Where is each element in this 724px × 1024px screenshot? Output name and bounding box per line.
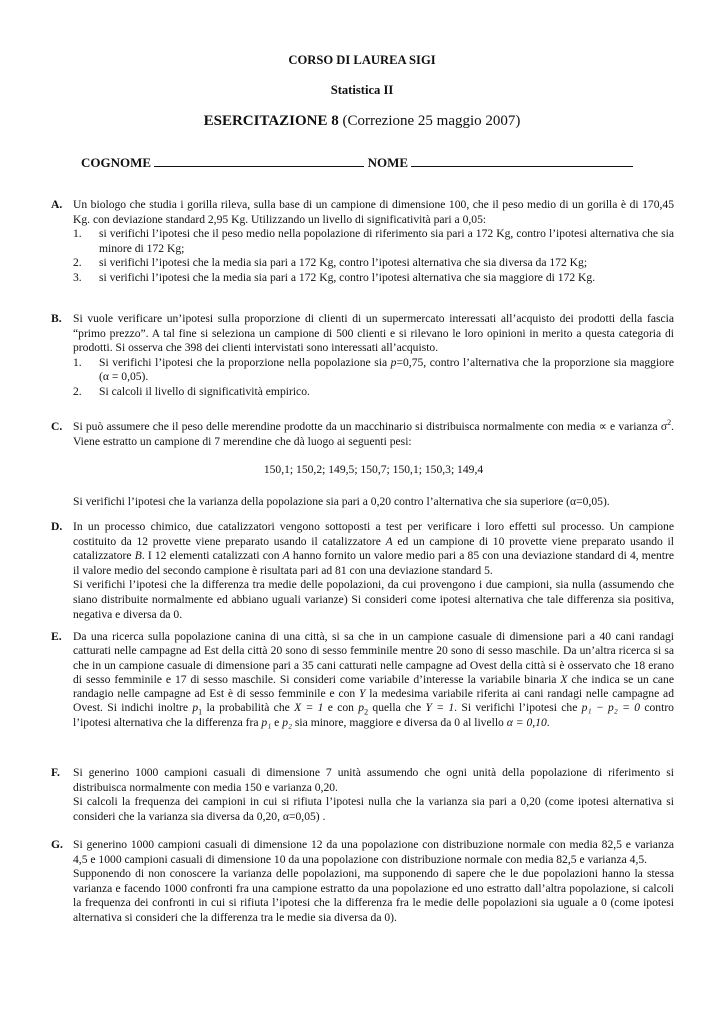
question-list (73, 227, 674, 285)
item-number: 2. (73, 384, 82, 398)
text-segment: . Viene estratto un campione di 7 merendine che dà luogo ai seguenti pesi: (73, 420, 674, 448)
text-segment: sia minore, maggiore e diversa da 0 al livello (292, 715, 507, 729)
exercise-title (0, 114, 724, 129)
surname-label: COGNOME (81, 155, 152, 170)
list-item (73, 356, 674, 385)
text-segment: hanno fornito un valore medio pari a 85 con una deviazione standard di 4, mentre il valore medio del secondo campione è risultata pari ad 81 con una deviazione standard 5. (73, 549, 674, 577)
text-segment: quella che (368, 701, 426, 715)
exercise-letter: G. (51, 838, 63, 851)
text-segment: contro l’ipotesi alternativa che la differenza fra (73, 701, 674, 729)
equation-x: X = 1 (294, 701, 324, 715)
variable-p2: p (358, 701, 365, 715)
exercise-letter: C. (51, 420, 63, 433)
surname-field[interactable] (154, 154, 364, 167)
exercise-text: Si generino 1000 campioni casuali di dimensione 7 unità assumendo che ogni unità della popolazione di riferimento si distribuisca normalmente con media 150 e varianza 0,20. (73, 766, 674, 794)
exercise-c (51, 420, 674, 509)
exercise-letter: F. (51, 766, 60, 779)
exercise-g (51, 838, 674, 926)
text-segment: e (271, 715, 283, 729)
text-segment: e varianza σ (606, 420, 668, 433)
text-segment: . (546, 715, 550, 729)
item-number: 1. (73, 355, 82, 369)
exercise-e (51, 630, 674, 730)
exercise-letter: A. (51, 198, 63, 211)
exercise-text: Si generino 1000 campioni casuali di dimensione 12 da una popolazione con distribuzione normale con media 82,5 e varianza 4,5 e 1000 campioni casuali di dimensione 10 da una popolazione con distribuzione normale con media 82,5 e varianza 4,5. (73, 838, 674, 866)
equation-y: Y = 1 (425, 701, 455, 715)
superscript: 2 (667, 418, 672, 428)
question-text: Si calcoli la frequenza dei campioni in cui si rifiuta l’ipotesi nulla che la varianza sia pari a 0,20 (come ipotesi alternativa si consideri che la varianza sia diversa da 0,20, α=0,05) . (73, 795, 674, 823)
variable-y: Y (359, 687, 366, 701)
item-text: =0,75, contro l’alternativa che la proporzione sia maggiore (α = 0,05). (99, 355, 674, 384)
list-item (73, 271, 674, 286)
exercise-d (51, 520, 674, 622)
item-text: si verifichi l’ipotesi che la media sia pari a 172 Kg, contro l’ipotesi alternativa che sia diversa da 172 Kg; (99, 256, 588, 270)
course-title: CORSO DI LAUREA SIGI (288, 53, 436, 67)
null-hypothesis: p₁ − p₂ = 0 (581, 701, 641, 715)
exercise-b (51, 312, 674, 400)
variable-p1: p₁ (261, 715, 272, 729)
exercise-a (51, 198, 674, 286)
exercise-f (51, 766, 674, 824)
exercise-letter: D. (51, 520, 63, 533)
text-segment: la medesima variabile riferita ai cani randagi nelle campagne ad Ovest. Si indichi inoltre (73, 687, 675, 715)
question-text: Si verifichi l’ipotesi che la differenza tra medie delle popolazioni, da cui provengono i due campioni, sia nulla (assumendo che siano distribuite normalmente ed abbiano uguali varianze) Si consideri come ipotesi alternativa che tale differenza sia positiva, negativa e diversa da 0. (73, 578, 674, 621)
variable-a: A (385, 534, 393, 548)
item-text: si verifichi l’ipotesi che il peso medio nella popolazione di riferimento sia pari a 172 Kg, contro l’ipotesi alternativa che sia minore di 172 Kg; (99, 227, 674, 255)
exercise-text (73, 420, 674, 449)
mean-symbol: ∝ (598, 420, 607, 433)
variable-p2: p₂ (282, 715, 293, 729)
text-segment: Da una ricerca sulla popolazione canina di una città, si sa che in un campione casuale di dimensione pari a 40 cani randagi catturati nelle campagne ad Est della città 20 sono di sesso femminile mentre 20 sono di sesso maschile. Da un’altra ricerca si sa che in un campione casuale di dimensione pari a 35 cani catturati nelle campagne ad Ovest della città si è osservato che 18 erano di sesso femminile e 17 di sesso maschile. Si consideri come variabile d’interesse la variabile binaria (73, 630, 674, 686)
variable-a: A (282, 549, 290, 563)
question-list (73, 356, 674, 400)
weights-list: 150,1; 150,2; 149,5; 150,7; 150,1; 150,3; 149,4 (263, 463, 484, 477)
text-segment: Si può assumere che il peso delle merendine prodotte da un macchinario si distribuisca normalmente con media (73, 420, 599, 433)
exercise-number: ESERCITAZIONE 8 (203, 113, 339, 129)
question-text: Supponendo di non conoscere la varianza delle popolazioni, ma supponendo di sapere che le due popolazioni hanno la stessa varianza e facendo 1000 confronti fra una campione estratto da una popolazione ed uno estratto dall’altra popolazione, si calcoli la frequenza dei confronti in cui si rifiuta l’ipotesi che la differenza fra le medie delle popolazioni sia uguale a 0 (come ipotesi alternativa si consideri che la differenza tra le medie sia diversa da 0). (73, 867, 674, 924)
text-segment: In un processo chimico, due catalizzatori vengono sottoposti a test per verificare i loro effetti sul processo. Un campione costituito da 12 provette viene preparato usando il catalizzatore (73, 520, 674, 548)
list-item (73, 256, 674, 271)
variable-p1: p (192, 701, 199, 715)
variable-x: X (560, 672, 568, 686)
exercise-text (73, 520, 674, 578)
text-segment: . I 12 elementi catalizzati con (141, 549, 283, 563)
text-segment: che indica se un cane randagio nelle campagne ad Est è di sesso femminile e con (73, 672, 674, 701)
variable-b: B (134, 549, 142, 563)
subject-title: Statistica II (330, 83, 394, 97)
item-number: 3. (73, 270, 82, 284)
name-field[interactable] (411, 154, 633, 167)
exercise-letter: B. (51, 312, 62, 325)
name-label: NOME (367, 155, 409, 170)
list-item (73, 227, 674, 256)
text-segment: la probabilità che (202, 701, 295, 715)
student-fields (81, 154, 633, 171)
item-text: si verifichi l’ipotesi che la media sia pari a 172 Kg, contro l’ipotesi alternativa che sia maggiore di 172 Kg. (99, 270, 596, 284)
text-segment: e con (323, 701, 359, 715)
text-segment: ed un campione di 10 provette viene preparato usando il catalizzatore (73, 534, 674, 563)
item-number: 2. (73, 256, 82, 270)
correction-date: (Correzione 25 maggio 2007) (342, 113, 521, 129)
significance-level: α = 0,10 (506, 715, 547, 729)
question-text: Si verifichi l’ipotesi che la varianza della popolazione sia pari a 0,20 contro l’alternativa che sia superiore (α=0,05). (73, 494, 610, 508)
item-number: 1. (73, 227, 82, 241)
text-segment: . Si verifichi l’ipotesi che (454, 701, 582, 715)
item-text: Si verifichi l’ipotesi che la proporzione nella popolazione sia (99, 355, 391, 369)
subscript: 2 (364, 707, 369, 717)
exercise-text: Un biologo che studia i gorilla rileva, sulla base di un campione di dimensione 100, che il peso medio di un gorilla è di 170,45 Kg. con deviazione standard 2,95 Kg. Utilizzando un livello di significatività pari a 0,05: (73, 198, 674, 226)
exercise-text (73, 630, 674, 730)
subscript: 1 (198, 707, 203, 717)
exercise-letter: E. (51, 630, 62, 643)
list-item (73, 385, 674, 400)
variable-p: p (390, 355, 397, 369)
exercise-text: Si vuole verificare un’ipotesi sulla proporzione di clienti di un supermercato interessati all’acquisto dei prodotti della fascia “primo prezzo”. A tal fine si seleziona un campione di 500 clienti e si rilevano le loro opinioni in merito a questa categoria di prodotti. Si osserva che 398 dei clienti intervistati sono interessati all’acquisto. (73, 312, 674, 355)
item-text: Si calcoli il livello di significatività empirico. (99, 384, 310, 398)
